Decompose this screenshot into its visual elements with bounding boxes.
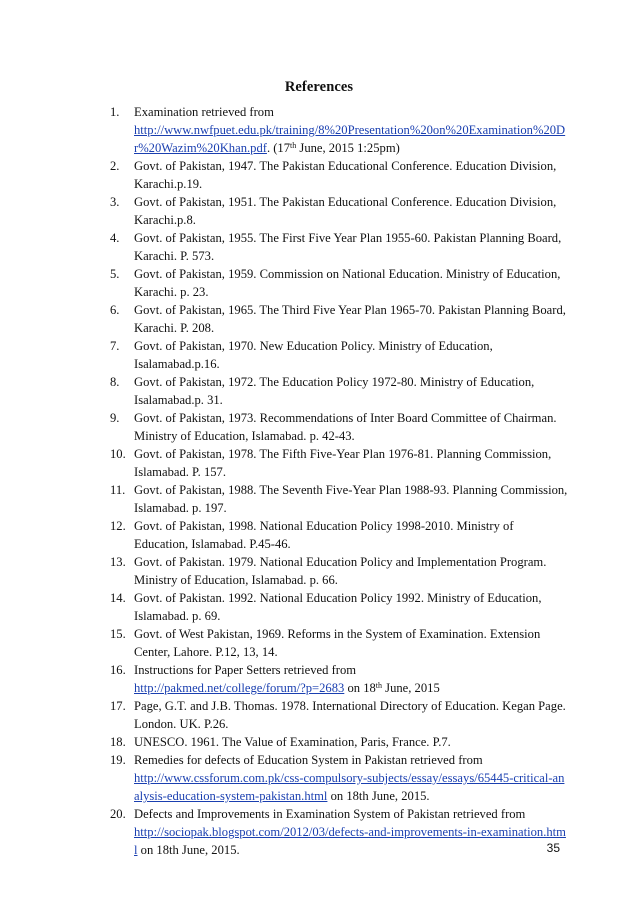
reference-item [108, 265, 568, 301]
reference-number: 5. [110, 267, 120, 281]
reference-text: Examination retrieved from [134, 105, 274, 119]
reference-number: 11. [110, 483, 126, 497]
reference-item: 19. Remedies for defects of Education System in Pakistan retrieved from http://www.cssforum.com.pk/css-compulsory-subjects/essay/essays/65445-critical-analysis-education-system-pakistan.html on 18th June, 2015. [110, 753, 565, 803]
reference-item: 20. Defects and Improvements in Examination System of Pakistan retrieved from http://sociopak.blogspot.com/2012/03/defects-and-improvements-in-examination.html on 18th June, 2015. [110, 807, 566, 857]
reference-number: 4. [110, 231, 120, 245]
reference-text: Govt. of Pakistan, 1947. The Pakistan Educational Conference. Education Division, Karachi.p.19. [134, 159, 557, 191]
reference-number: 16. [110, 663, 126, 677]
reference-item [108, 445, 568, 481]
page-number: 35 [546, 841, 560, 855]
reference-number: 9. [110, 411, 120, 425]
reference-item [108, 373, 568, 409]
reference-text: Govt. of Pakistan. 1992. National Education Policy 1992. Ministry of Education, Islamabad. p. 69. [134, 591, 542, 623]
reference-link[interactable]: http://pakmed.net/college/forum/?p=2683 [134, 681, 345, 695]
reference-number: 7. [110, 339, 120, 353]
reference-link[interactable]: http://www.cssforum.com.pk/css-compulsory-subjects/essay/essays/65445-critical-analysis-education-system-pakistan.html [134, 771, 565, 803]
reference-text: Govt. of Pakistan. 1979. National Education Policy and Implementation Program. Ministry of Education, Islamabad. p. 66. [134, 555, 547, 587]
page-title: References [284, 79, 354, 95]
reference-link[interactable]: http://sociopak.blogspot.com/2012/03/defects-and-improvements-in-examination.html [134, 825, 566, 857]
reference-item: 1. Examination retrieved from http://www.nwfpuet.edu.pk/training/8%20Presentation%20on%20Examination%20Dr%20Wazim%20Khan.pdf. (17th June, 2015 1:25pm) [110, 105, 566, 155]
reference-text: UNESCO. 1961. The Value of Examination, Paris, France. P.7. [134, 735, 451, 749]
reference-text: Govt. of Pakistan, 1998. National Education Policy 1998-2010. Ministry of Education, Islamabad. P.45-46. [134, 519, 514, 551]
reference-text: Govt. of Pakistan, 1965. The Third Five Year Plan 1965-70. Pakistan Planning Board, Karachi. P. 208. [134, 303, 566, 335]
reference-number: 6. [110, 303, 120, 317]
reference-number: 15. [110, 627, 126, 641]
reference-item [108, 193, 568, 229]
reference-list [108, 103, 568, 859]
reference-item [108, 337, 568, 373]
reference-item [108, 157, 568, 193]
reference-number: 18. [110, 735, 126, 749]
reference-text: Page, G.T. and J.B. Thomas. 1978. International Directory of Education. Kegan Page. London. UK. P.26. [134, 699, 566, 731]
reference-number: 3. [110, 195, 120, 209]
reference-text: Govt. of West Pakistan, 1969. Reforms in the System of Examination. Extension Center, Lahore. P.12, 13, 14. [134, 627, 541, 659]
reference-item [108, 589, 568, 625]
reference-number: 14. [110, 591, 126, 605]
reference-text: Govt. of Pakistan, 1978. The Fifth Five-Year Plan 1976-81. Planning Commission, Islamabad. P. 157. [134, 447, 552, 479]
reference-link[interactable]: http://www.nwfpuet.edu.pk/training/8%20Presentation%20on%20Examination%20Dr%20Wazim%20Khan.pdf [134, 123, 566, 155]
reference-number: 17. [110, 699, 126, 713]
reference-number: 2. [110, 159, 120, 173]
reference-item [108, 301, 568, 337]
reference-number: 8. [110, 375, 120, 389]
reference-item [108, 517, 568, 553]
reference-text: Govt. of Pakistan, 1959. Commission on National Education. Ministry of Education, Karachi. p. 23. [134, 267, 561, 299]
reference-number: 12. [110, 519, 126, 533]
reference-item [108, 409, 568, 445]
reference-item [108, 697, 568, 733]
reference-text: Govt. of Pakistan, 1973. Recommendations of Inter Board Committee of Chairman. Ministry of Education, Islamabad. p. 42-43. [134, 411, 557, 443]
reference-item [108, 553, 568, 589]
reference-text: Govt. of Pakistan, 1970. New Education Policy. Ministry of Education, Isalamabad.p.16. [134, 339, 493, 371]
reference-item [108, 481, 568, 517]
reference-item [108, 625, 568, 661]
reference-number: 1. [110, 105, 120, 119]
reference-text: Govt. of Pakistan, 1955. The First Five Year Plan 1955-60. Pakistan Planning Board, Karachi. P. 573. [134, 231, 562, 263]
reference-number: 13. [110, 555, 126, 569]
reference-number: 19. [110, 753, 126, 767]
reference-text: Remedies for defects of Education System in Pakistan retrieved from [134, 753, 483, 767]
reference-text: Defects and Improvements in Examination System of Pakistan retrieved from [134, 807, 526, 821]
reference-text: Govt. of Pakistan, 1951. The Pakistan Educational Conference. Education Division, Karachi.p.8. [134, 195, 557, 227]
reference-item [108, 229, 568, 265]
reference-text: Govt. of Pakistan, 1972. The Education Policy 1972-80. Ministry of Education, Isalamabad.p. 31. [134, 375, 535, 407]
reference-number: 10. [110, 447, 126, 461]
reference-number: 20. [110, 807, 126, 821]
reference-item: 16. Instructions for Paper Setters retrieved from http://pakmed.net/college/forum/?p=2683 on 18th June, 2015 [110, 663, 440, 695]
reference-text: Instructions for Paper Setters retrieved from [134, 663, 357, 677]
reference-item [108, 733, 568, 751]
reference-text: Govt. of Pakistan, 1988. The Seventh Five-Year Plan 1988-93. Planning Commission, Islamabad. p. 197. [134, 483, 568, 515]
